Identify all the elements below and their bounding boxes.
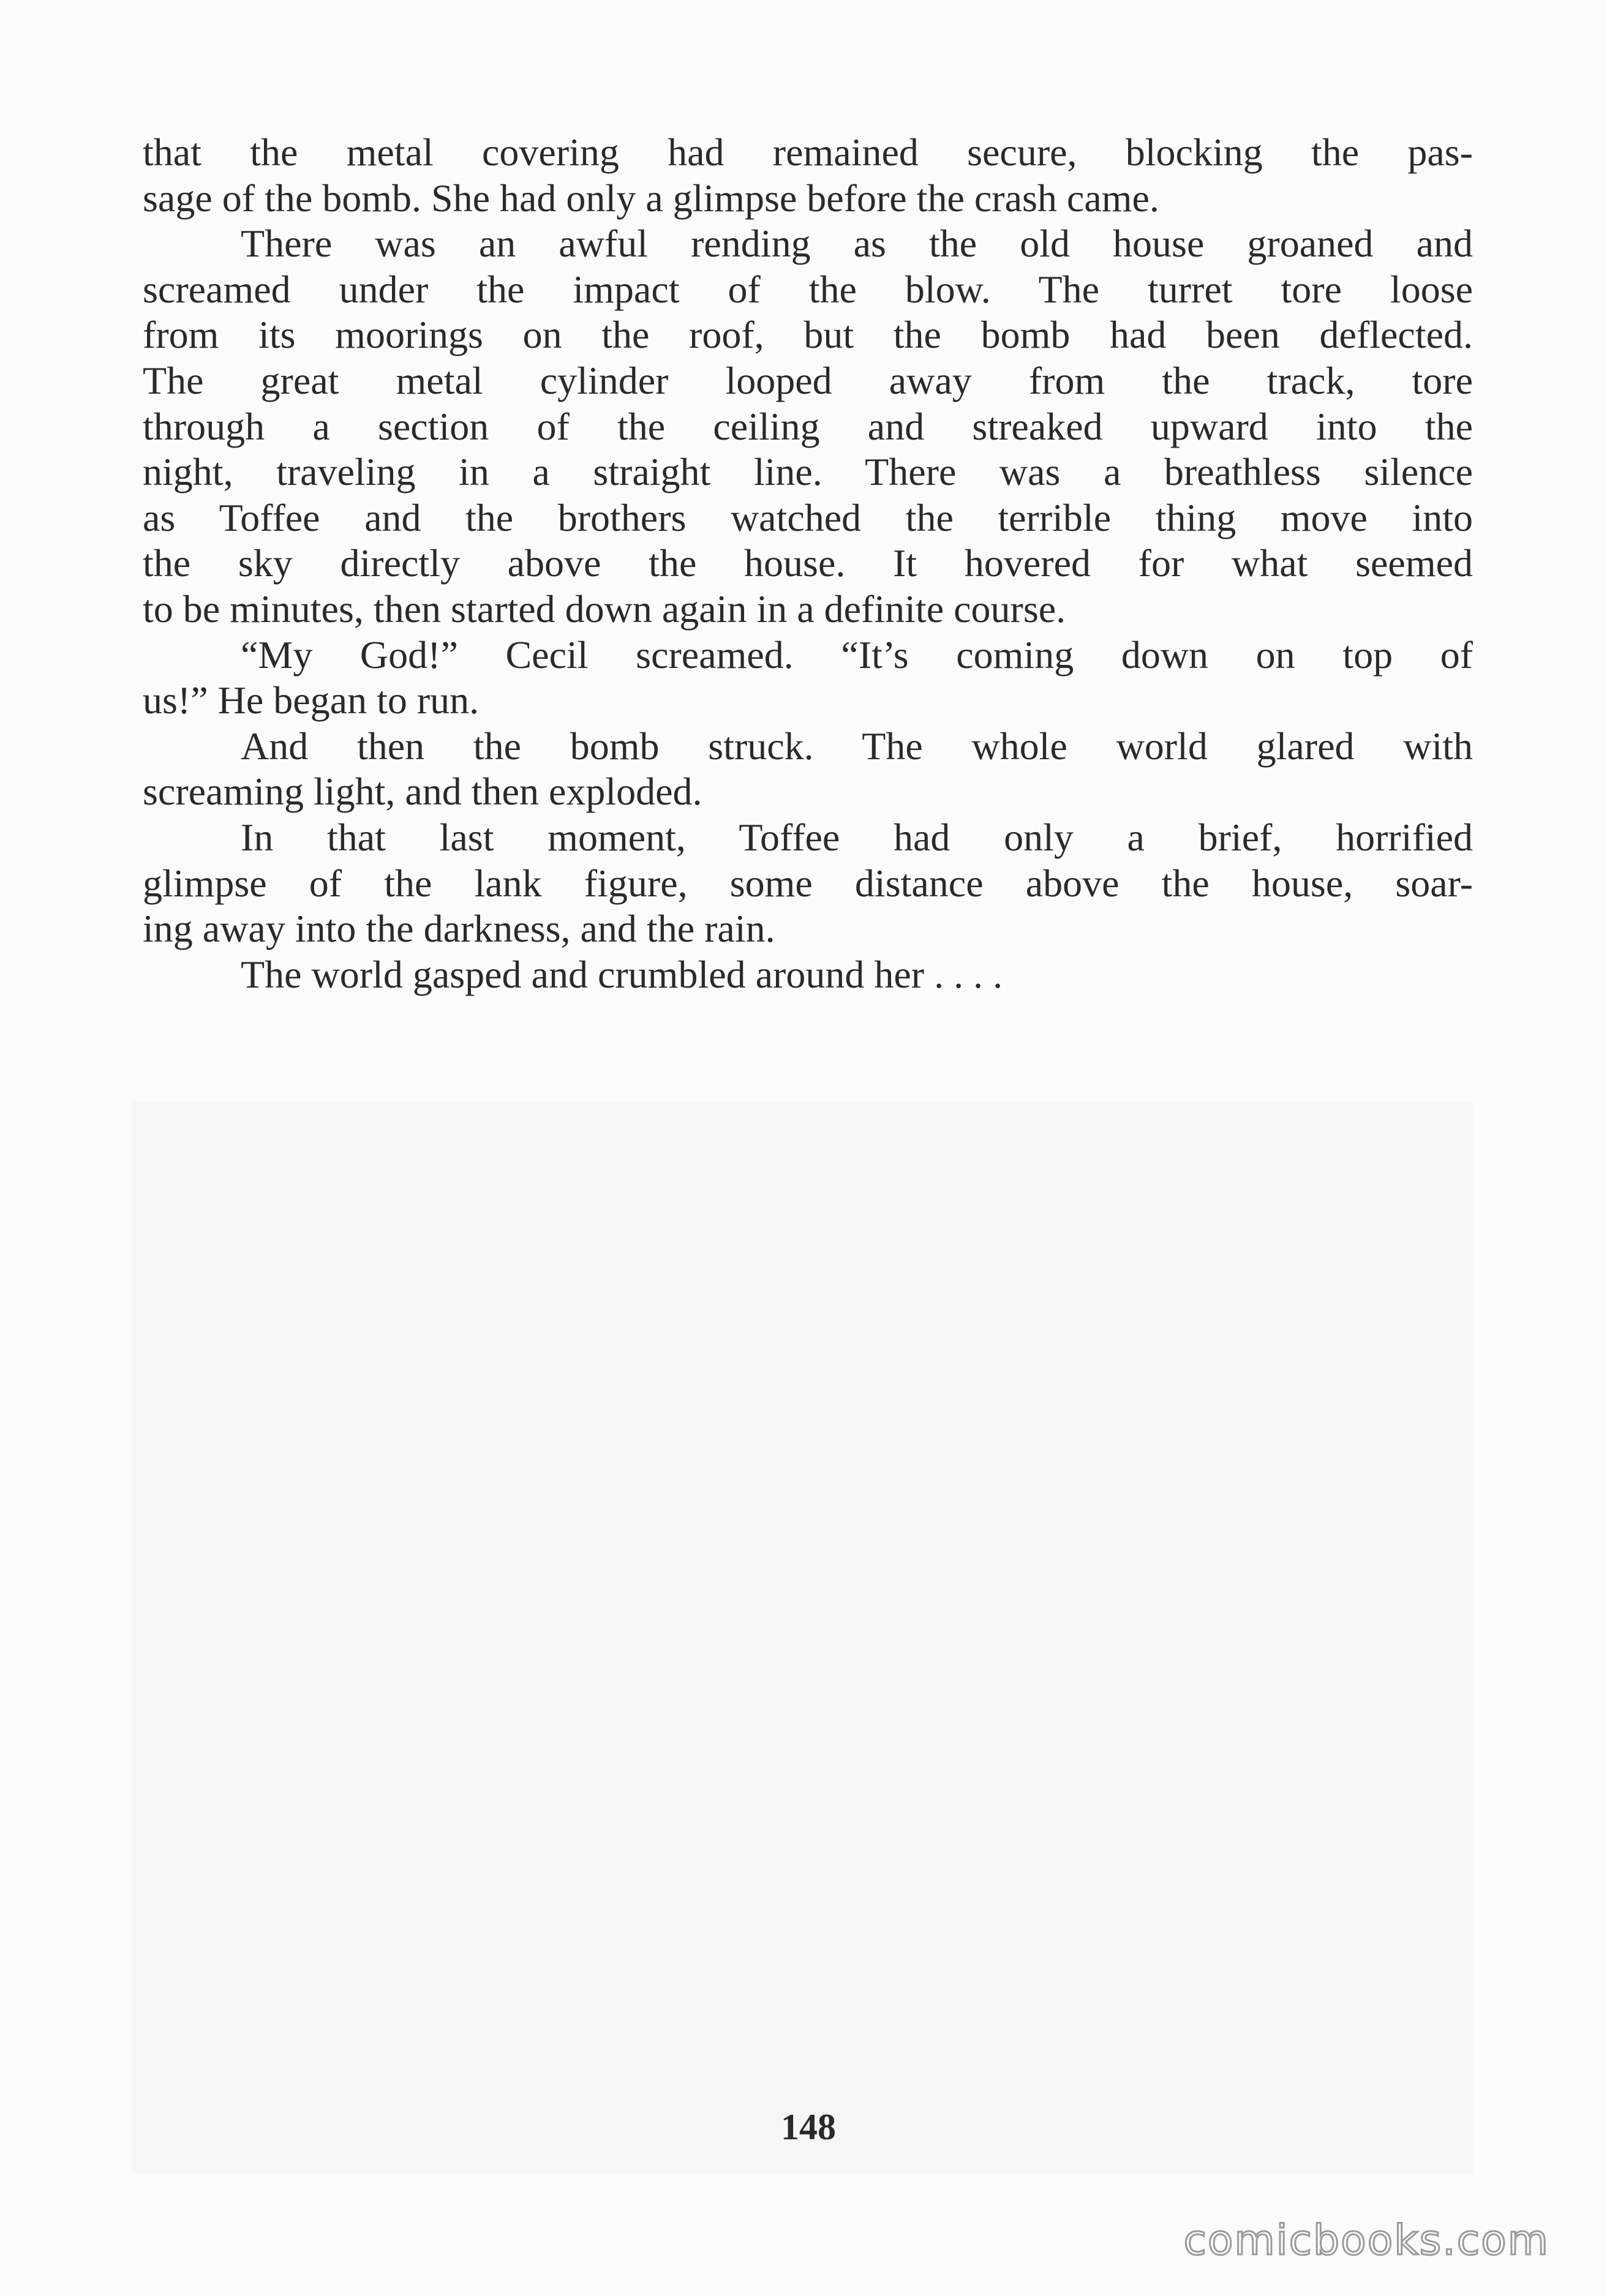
text-line: There was an awful rending as the old house groaned and	[241, 222, 1473, 266]
text-line: “My God!” Cecil screamed. “It’s coming down on top of	[241, 632, 1473, 677]
text-line: that the metal covering had remained secure, blocking the pas-	[143, 130, 1473, 174]
text-line: ing away into the darkness, and the rain.	[143, 907, 775, 951]
text-line: glimpse of the lank figure, some distance above the house, soar-	[143, 861, 1473, 905]
text-line: through a section of the ceiling and streaked upward into the	[143, 404, 1473, 448]
watermark-logo: comicbooks.com	[1183, 2216, 1549, 2265]
text-line: the sky directly above the house. It hovered for what seemed	[143, 541, 1473, 585]
text-line: The world gasped and crumbled around her . . . .	[241, 952, 1003, 996]
text-line: In that last moment, Toffee had only a brief, horrified	[241, 815, 1473, 859]
text-line: The great metal cylinder looped away from the track, tore	[143, 358, 1473, 402]
text-line: And then the bomb struck. The whole world glared with	[241, 724, 1473, 768]
page-shading	[132, 1102, 1473, 2174]
body-text	[143, 130, 1473, 997]
text-line: screaming light, and then exploded.	[143, 770, 702, 814]
text-line: sage of the bomb. She had only a glimpse before the crash came.	[143, 176, 1159, 220]
text-line: screamed under the impact of the blow. The turret tore loose	[143, 267, 1473, 311]
text-line: night, traveling in a straight line. There was a breathless silence	[143, 450, 1473, 494]
text-line: us!” He began to run.	[143, 678, 480, 722]
text-line: from its moorings on the roof, but the bomb had been deflected.	[143, 313, 1473, 357]
text-line: to be minutes, then started down again in a definite course.	[143, 587, 1066, 631]
page-number: 148	[781, 2107, 836, 2147]
text-line: as Toffee and the brothers watched the terrible thing move into	[143, 495, 1473, 539]
